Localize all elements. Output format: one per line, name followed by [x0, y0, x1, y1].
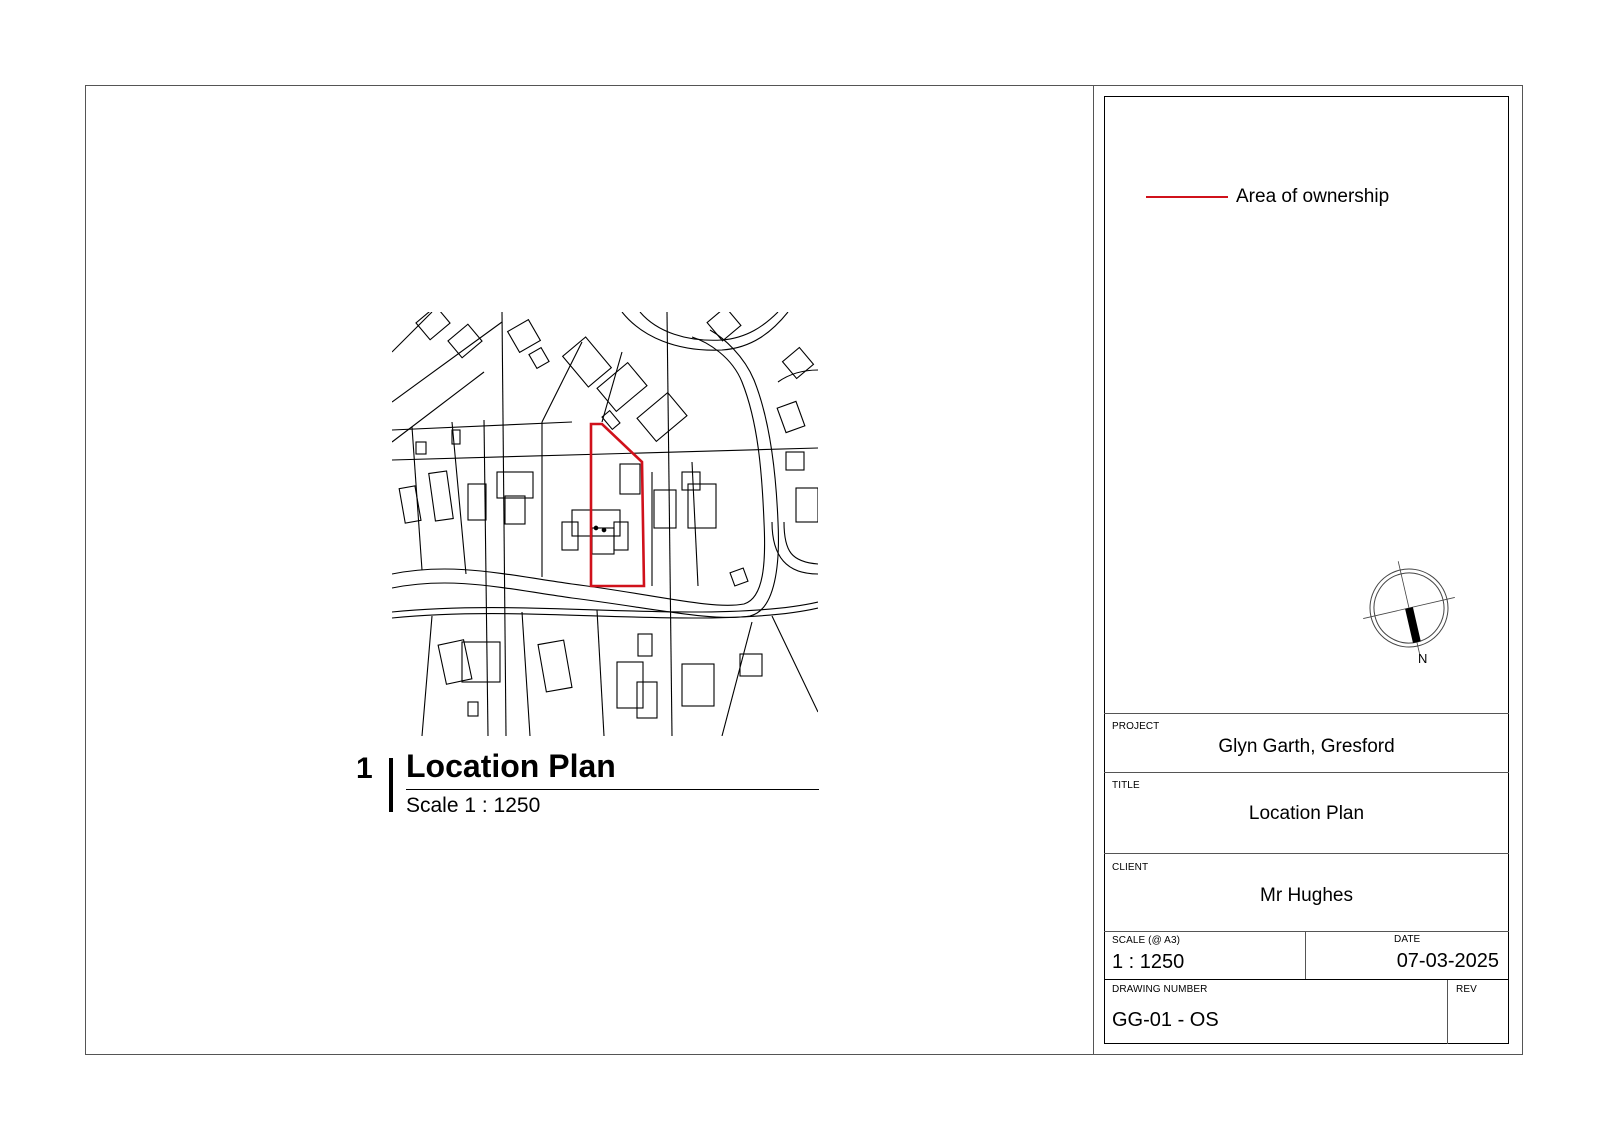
client-row	[1104, 853, 1509, 931]
scale-label: SCALE (@ A3)	[1112, 935, 1181, 946]
view-title-bar	[389, 758, 393, 812]
legend-red-line-swatch	[1146, 196, 1228, 198]
sheet-divider	[1093, 85, 1094, 1055]
drawing-number-value: GG-01 - OS	[1112, 1009, 1219, 1031]
view-number: 1	[356, 752, 373, 785]
title-value: Location Plan	[1248, 803, 1365, 824]
client-value: Mr Hughes	[1260, 885, 1353, 906]
view-title: Location Plan	[406, 748, 616, 784]
drawing-number-cell	[1104, 980, 1448, 1044]
rev-cell	[1448, 980, 1509, 1044]
view-scale: Scale 1 : 1250	[406, 794, 541, 817]
scale-date-row	[1104, 931, 1509, 979]
north-arrow-icon	[1362, 558, 1462, 668]
client-label: CLIENT	[1112, 862, 1149, 873]
view-title-rule	[406, 789, 819, 790]
title-row	[1104, 772, 1509, 853]
title-label: TITLE	[1112, 780, 1140, 791]
north-label: N	[1418, 651, 1428, 666]
legend	[1146, 186, 1389, 208]
date-label: DATE	[1394, 934, 1421, 945]
date-value: 07-03-2025	[1396, 950, 1499, 972]
legend-label: Area of ownership	[1236, 186, 1390, 207]
project-row	[1104, 713, 1509, 772]
project-label: PROJECT	[1112, 721, 1160, 732]
scale-value: 1 : 1250	[1112, 951, 1185, 973]
scale-cell	[1104, 932, 1306, 980]
rev-label: REV	[1456, 984, 1477, 995]
project-value: Glyn Garth, Gresford	[1218, 736, 1395, 757]
drawing-number-label: DRAWING NUMBER	[1112, 984, 1208, 995]
location-plan-map	[392, 312, 818, 736]
drawing-number-row	[1104, 979, 1509, 1044]
date-cell	[1306, 932, 1509, 980]
